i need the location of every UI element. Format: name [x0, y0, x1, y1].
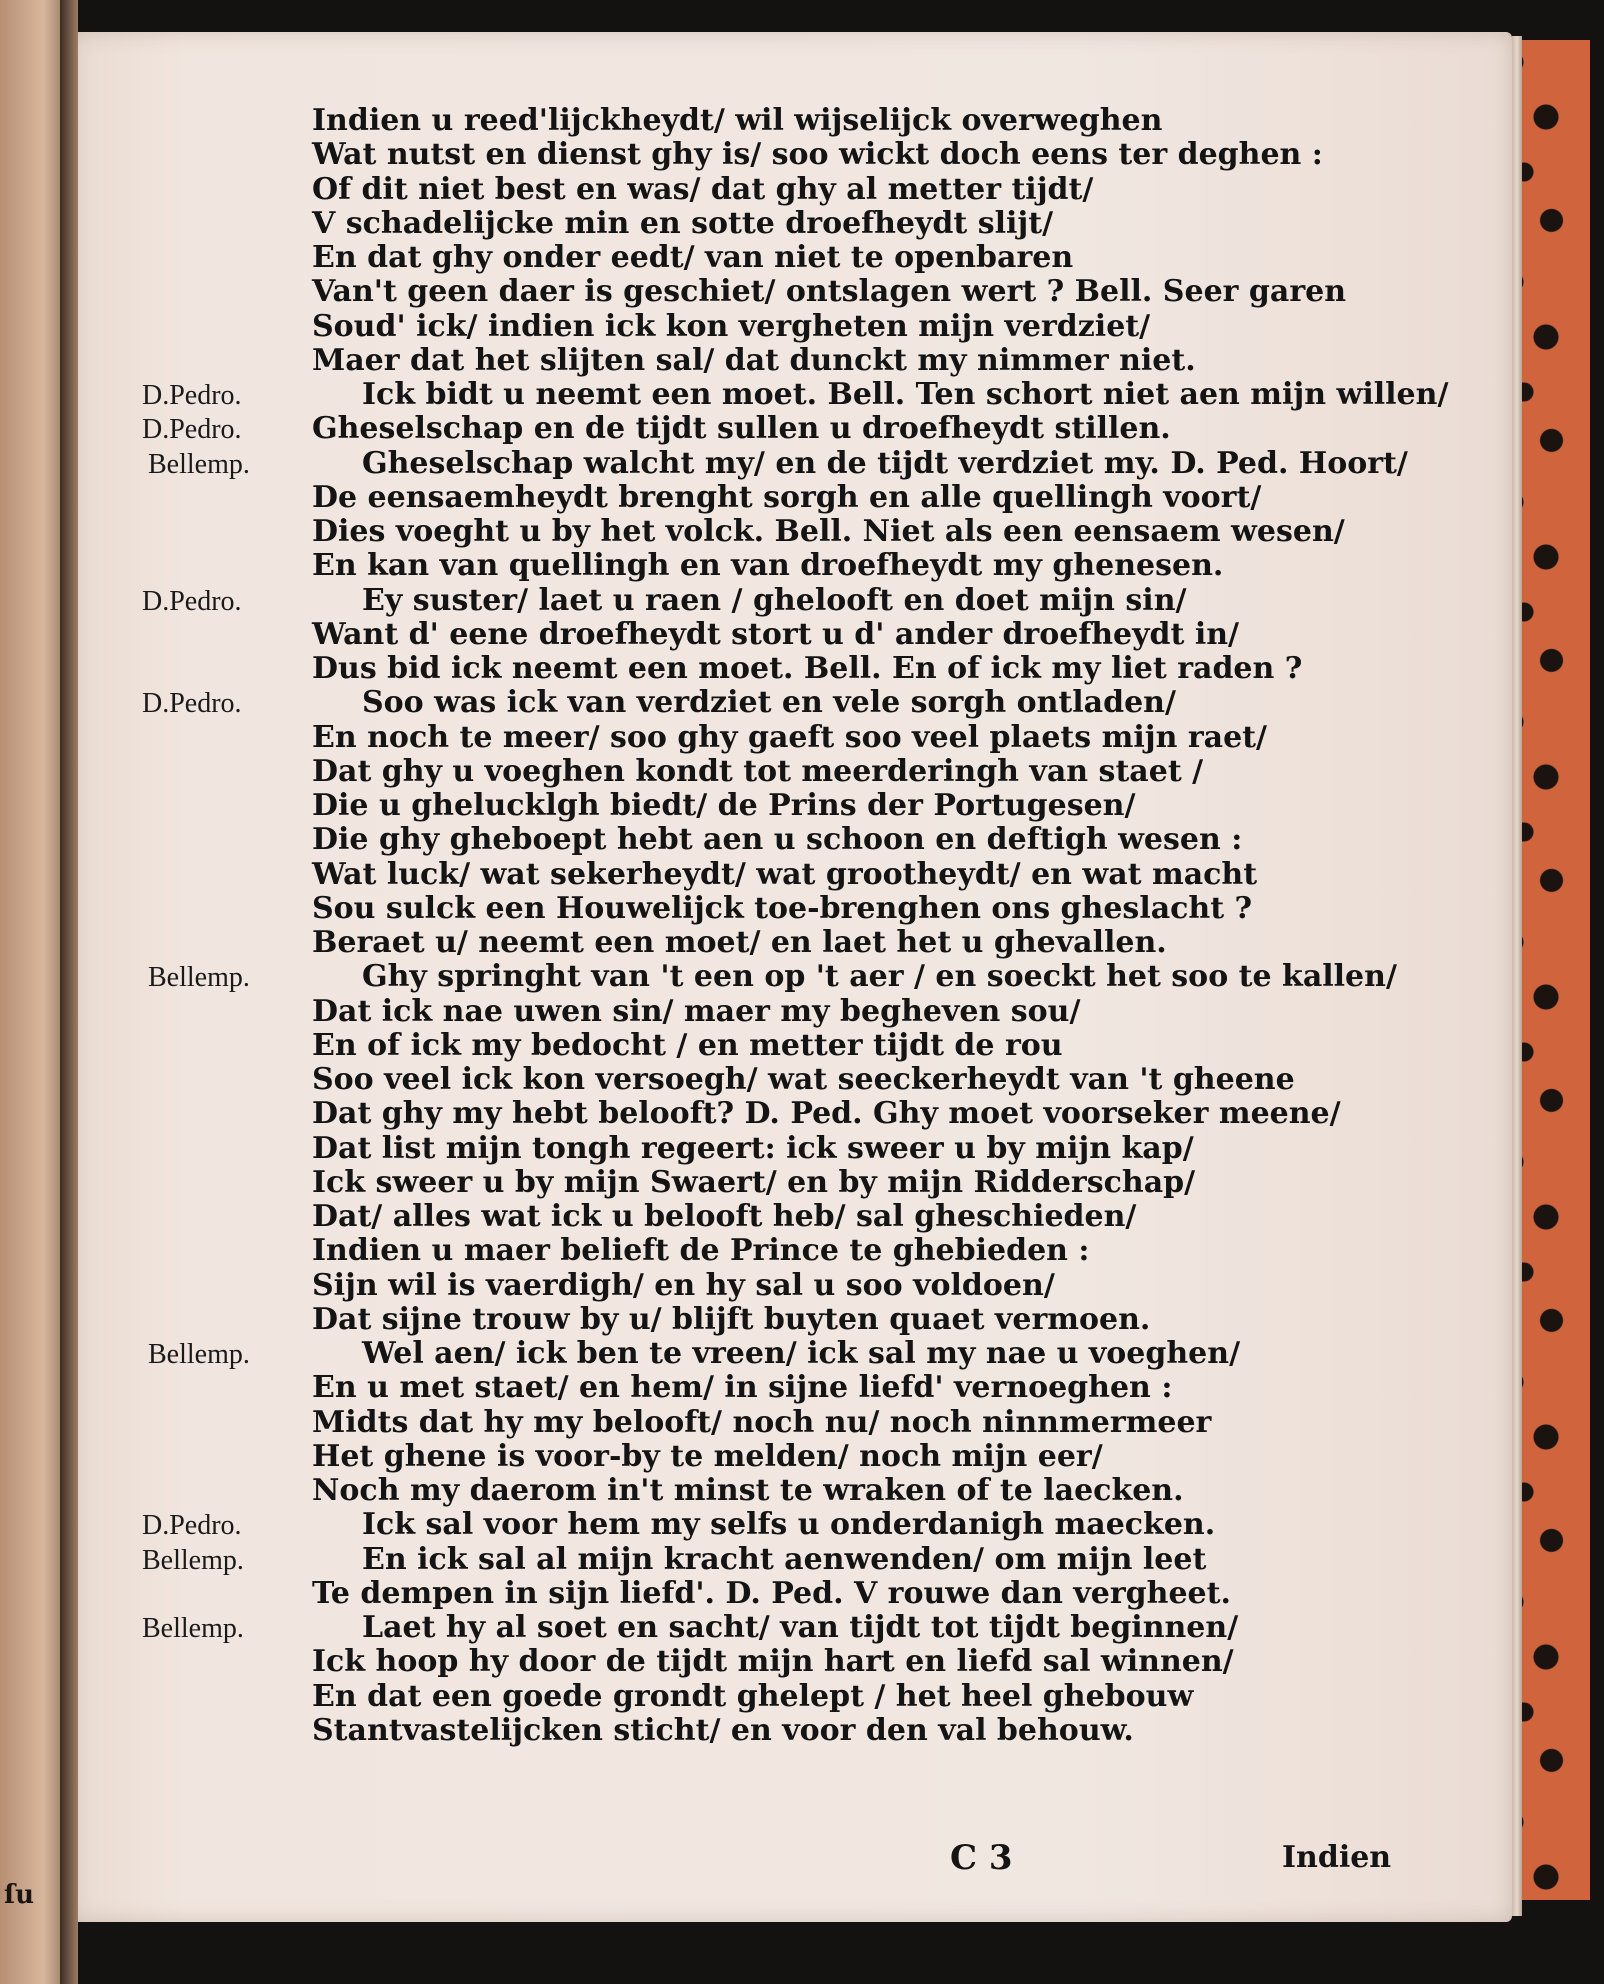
verse-line: En kan van quellingh en van droefheydt my ghenesen.	[312, 548, 1224, 584]
verse-line: Dus bid ick neemt een moet. Bell. En of ick my liet raden ?	[312, 651, 1303, 686]
verse-line: Gheselschap en de tijdt sullen u droefheydt stillen.	[312, 411, 1171, 447]
verse-line: Wel aen/ ick ben te vreen/ ick sal my nae u voeghen/	[362, 1336, 1241, 1371]
verse-line: Soud' ick/ indien ick kon vergheten mijn verdziet/	[312, 308, 1151, 344]
verse-line: Dat list mijn tongh regeert: ick sweer u by mijn kap/	[312, 1130, 1194, 1166]
verse-line: Sou sulck een Houwelijck toe-brenghen ons gheslacht ?	[312, 890, 1253, 926]
verse-line: Van't geen daer is geschiet/ ontslagen wert ? Bell. Seer garen	[312, 274, 1347, 310]
verse-line: Te dempen in sijn liefd'. D. Ped. V rouwe dan vergheet.	[312, 1575, 1231, 1611]
verse-line: Stantvastelijcken sticht/ en voor den val behouw.	[312, 1712, 1134, 1748]
speaker-label: Bellemp.	[142, 1613, 244, 1644]
catchword: Indien	[1282, 1840, 1392, 1875]
verse-line: Sijn wil is vaerdigh/ en hy sal u soo voldoen/	[312, 1267, 1055, 1303]
verse-line: Ick bidt u neemt een moet. Bell. Ten schort niet aen mijn willen/	[362, 377, 1449, 412]
verse-line: Het ghene is voor-by te melden/ noch mijn eer/	[312, 1438, 1103, 1474]
verse-line: En ick sal al mijn kracht aenwenden/ om mijn leet	[362, 1541, 1207, 1577]
speaker-label: Bellemp.	[148, 448, 250, 480]
verse-line: En dat ghy onder eedt/ van niet te openbaren	[312, 240, 1074, 275]
verse-line: Of dit niet best en was/ dat ghy al metter tijdt/	[312, 171, 1094, 207]
verse-line: En of ick my bedocht / en metter tijdt de rou	[312, 1027, 1063, 1063]
speaker-label: D.Pedro.	[142, 1510, 242, 1542]
verse-line: V schadelijcke min en sotte droefheydt slijt/	[312, 205, 1054, 241]
verse-line: Indien u maer belieft de Prince te ghebieden :	[312, 1233, 1090, 1269]
verse-line: Beraet u/ neemt een moet/ en laet het u ghevallen.	[312, 925, 1167, 960]
verse-line: Ick sal voor hem my selfs u onderdanigh maecken.	[362, 1507, 1216, 1543]
verse-line: Indien u reed'lijckheydt/ wil wijselijck overweghen	[312, 103, 1163, 138]
speaker-label: Bellemp.	[148, 962, 250, 994]
verse-line: Wat luck/ wat sekerheydt/ wat grootheydt/ en wat macht	[312, 856, 1258, 892]
verse-line: Ick sweer u by mijn Swaert/ en by mijn Ridderschap/	[312, 1164, 1196, 1200]
speaker-label: D.Pedro.	[142, 688, 242, 720]
verse-line: Soo was ick van verdziet en vele sorgh ontladen/	[362, 685, 1176, 721]
speaker-label: D.Pedro.	[142, 414, 242, 446]
verse-line: Ey suster/ laet u raen / ghelooft en doet mijn sin/	[362, 582, 1187, 618]
verse-line: Noch my daerom in't minst te wraken of te laecken.	[312, 1473, 1184, 1508]
verse-line: Dat ghy my hebt belooft? D. Ped. Ghy moet voorseker meene/	[312, 1096, 1341, 1132]
speaker-label: D.Pedro.	[142, 380, 242, 411]
book-gutter	[60, 0, 78, 1984]
page-fore-edge	[1512, 36, 1522, 1916]
verse-line: En noch te meer/ soo ghy gaeft soo veel plaets mijn raet/	[312, 719, 1267, 755]
verse-line: Dat/ alles wat ick u belooft heb/ sal gheschieden/	[312, 1199, 1137, 1234]
speaker-label: D.Pedro.	[142, 585, 242, 617]
verse-line: Dies voeght u by het volck. Bell. Niet als een eensaem wesen/	[312, 514, 1345, 549]
verse-line: Wat nutst en dienst ghy is/ soo wickt doch eens ter deghen :	[312, 137, 1323, 173]
verse-line: Ghy springht van 't een op 't aer / en soeckt het soo te kallen/	[362, 959, 1397, 995]
verse-line: Want d' eene droefheydt stort u d' ander droefheydt in/	[312, 616, 1239, 652]
signature-mark: C 3	[950, 1838, 1013, 1878]
verse-line: En dat een goede grondt ghelept / het heel ghebouw	[312, 1678, 1194, 1714]
verse-line: Laet hy al soet en sacht/ van tijdt tot tijdt beginnen/	[362, 1610, 1239, 1645]
verse-line: Gheselschap walcht my/ en de tijdt verdziet my. D. Ped. Hoort/	[362, 445, 1408, 481]
facing-page-text-fragment: ſu	[4, 1880, 35, 1910]
verse-line: De eensaemheydt brenght sorgh en alle quellingh voort/	[312, 479, 1262, 515]
verse-line: Dat ick nae uwen sin/ maer my begheven sou/	[312, 993, 1081, 1029]
verse-line: Dat sijne trouw by u/ blijft buyten quaet vermoen.	[312, 1301, 1151, 1337]
verse-line: Ick hoop hy door de tijdt mijn hart en liefd sal winnen/	[312, 1644, 1234, 1680]
verse-line: Midts dat hy my belooft/ noch nu/ noch ninnmermeer	[312, 1404, 1212, 1440]
verse-line: En u met staet/ en hem/ in sijne liefd' vernoeghen :	[312, 1370, 1173, 1406]
verse-line: Maer dat het slijten sal/ dat dunckt my nimmer niet.	[312, 342, 1196, 378]
speaker-label: Bellemp.	[148, 1339, 250, 1370]
verse-line: Dat ghy u voeghen kondt tot meerderingh van staet /	[312, 753, 1204, 789]
verse-line: Die u ghelucklgh biedt/ de Prins der Portugesen/	[312, 788, 1136, 823]
verse-line: Die ghy gheboept hebt aen u schoon en deftigh wesen :	[312, 822, 1243, 858]
speaker-label: Bellemp.	[142, 1544, 244, 1576]
verse-line: Soo veel ick kon versoegh/ wat seeckerheydt van 't gheene	[312, 1062, 1295, 1097]
